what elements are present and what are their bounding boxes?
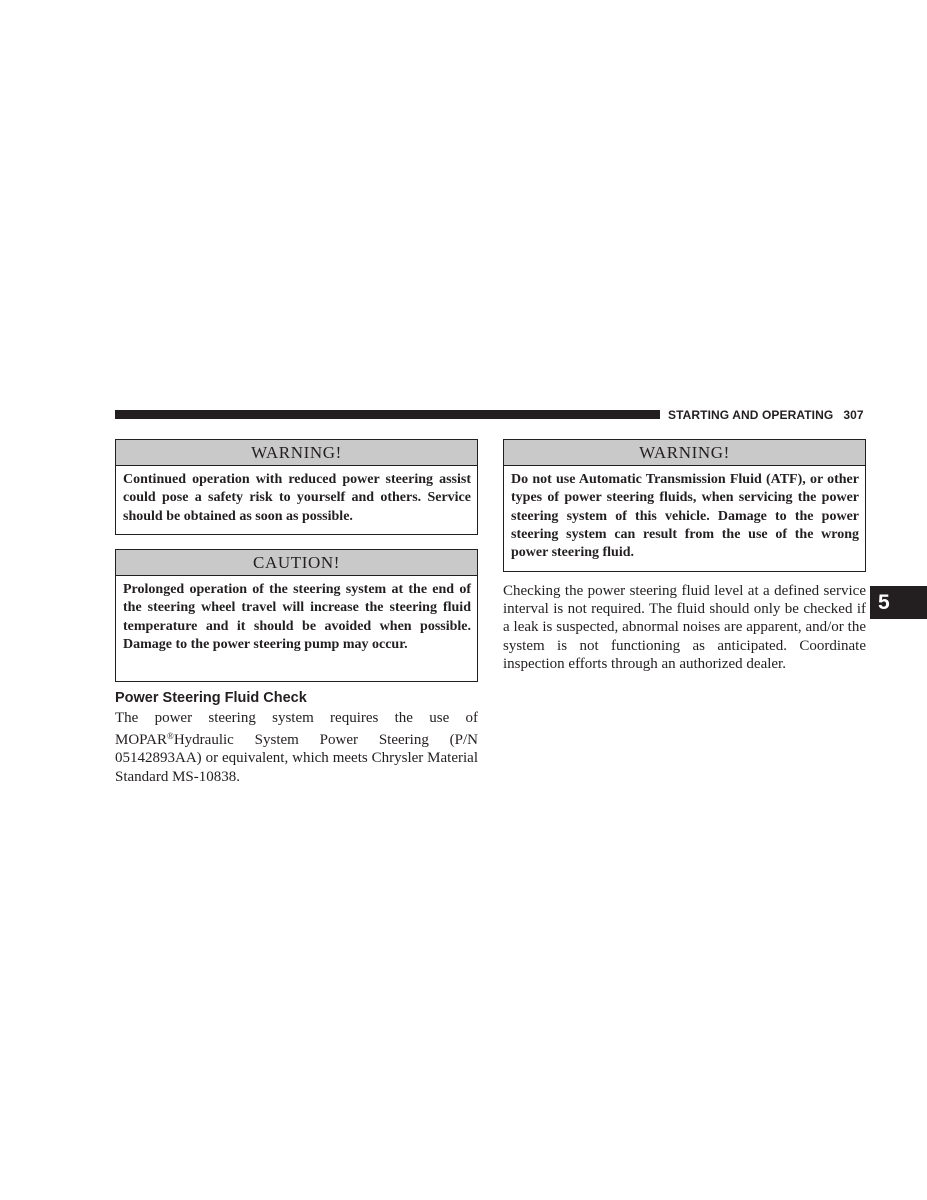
- caution-text: Prolonged operation of the steering system at the end of the steering wheel travel will increase the steering fluid temperature and it should be avoided when possible. Damage to the power steering pump may occur.: [123, 582, 471, 652]
- caution-box: [115, 549, 478, 682]
- running-header: [668, 408, 864, 422]
- section-title: STARTING AND OPERATING: [668, 408, 834, 422]
- warning-text: Do not use Automatic Transmission Fluid (ATF), or other types of power steering fluids, when servicing the power steering system of this vehicle. Damage to the power steering system can result from the use of the wrong power steering fluid.: [511, 472, 859, 561]
- warning-title: WARNING!: [504, 440, 865, 466]
- checking-paragraph: Checking the power steering fluid level at a defined service interval is not required. The fluid should only be checked if a leak is suspected, abnormal noises are apparent, and/or the system is not functioning as anticipated. Coordinate inspection efforts through an authorized dealer.: [503, 583, 866, 672]
- paragraph-part-2: Hydraulic System Power Steering (P/N 05142893AA) or equivalent, which meets Chrysler Material Standard MS-10838.: [115, 732, 478, 785]
- fluid-spec-paragraph: [115, 709, 478, 786]
- header-rule: [115, 410, 660, 419]
- registered-mark: ®: [166, 731, 174, 742]
- warning-box-right: [503, 439, 866, 572]
- paragraph-part-1: The power steering system requires the use of MOPAR: [115, 710, 478, 749]
- warning-title: WARNING!: [116, 440, 477, 466]
- page-number: 307: [843, 408, 864, 422]
- chapter-tab: 5: [870, 586, 927, 619]
- warning-box-left: [115, 439, 478, 535]
- section-heading: Power Steering Fluid Check: [115, 690, 307, 706]
- caution-title: CAUTION!: [116, 550, 477, 576]
- warning-text: Continued operation with reduced power steering assist could pose a safety risk to yourself and others. Service should be obtained as soon as possible.: [123, 472, 471, 524]
